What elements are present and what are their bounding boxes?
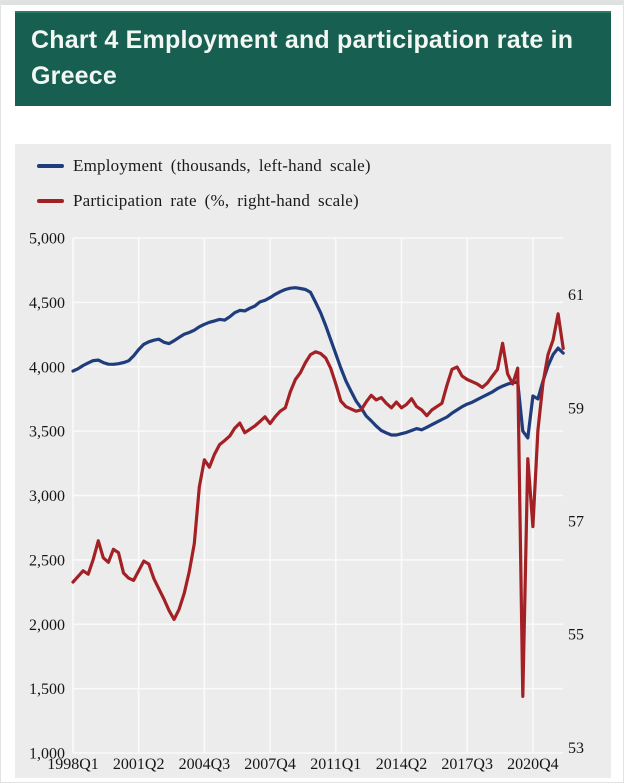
- x-axis-tick-label: 1998Q1: [47, 756, 99, 773]
- right-axis-tick-label: 55: [568, 626, 584, 644]
- legend-label-participation_rate: Participation rate (%, right-hand scale): [73, 191, 359, 210]
- x-axis-tick-label: 2014Q2: [375, 756, 428, 773]
- left-axis-tick-label: 3,500: [29, 423, 65, 441]
- series-line-employment: [73, 288, 563, 438]
- left-axis-tick-label: 1,000: [29, 745, 65, 763]
- left-axis-tick-label: 2,500: [29, 552, 65, 570]
- left-axis-tick-label: 3,000: [29, 488, 65, 505]
- left-axis-tick-label: 4,500: [29, 294, 65, 312]
- right-axis-tick-label: 53: [568, 739, 584, 757]
- x-axis-tick-label: 2017Q3: [441, 756, 493, 773]
- x-axis-tick-label: 2011Q1: [310, 756, 362, 773]
- chart-title: Chart 4 Employment and participation rate in Greece: [31, 26, 574, 90]
- series-line-participation-rate: [73, 314, 563, 697]
- right-axis-tick-label: 61: [568, 287, 584, 305]
- x-axis-tick-label: 2007Q4: [244, 756, 296, 773]
- left-axis-tick-label: 5,000: [29, 230, 65, 248]
- left-axis-tick-label: 1,500: [29, 681, 65, 699]
- x-axis-tick-label: 2004Q3: [178, 756, 231, 773]
- x-axis-tick-label: 2001Q2: [112, 756, 165, 773]
- left-axis-tick-label: 2,000: [29, 616, 65, 634]
- left-axis-tick-label: 4,000: [29, 359, 65, 377]
- right-axis-tick-label: 57: [568, 513, 584, 531]
- right-axis-tick-label: 59: [568, 400, 584, 418]
- x-axis-tick-label: 2020Q4: [507, 756, 559, 773]
- line-chart: [1, 1, 624, 783]
- legend-label-employment: Employment (thousands, left-hand scale): [73, 156, 371, 175]
